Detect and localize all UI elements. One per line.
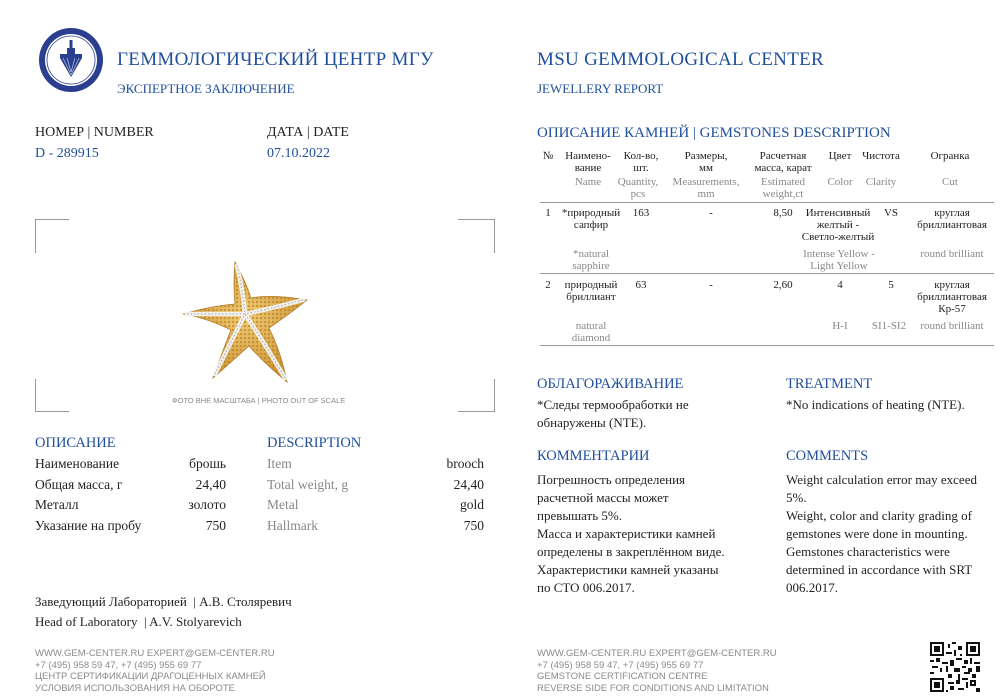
desc-ru-label: Металл (35, 497, 79, 512)
col-weight-ru: Расчетная масса, карат (754, 150, 812, 174)
photo-caption: ФОТО ВНЕ МАСШТАБА | PHOTO OUT OF SCALE (172, 396, 346, 405)
desc-en-label: Metal (267, 497, 299, 512)
desc-ru-value: 24,40 (195, 477, 226, 492)
treatment-text-en: *No indications of heating (NTE). (786, 397, 965, 412)
treatment-heading-ru: ОБЛАГОРАЖИВАНИЕ (537, 376, 684, 392)
number-label: НОМЕР | NUMBER (35, 125, 154, 140)
qr-code (930, 642, 980, 692)
desc-ru-label: Указание на пробу (35, 518, 142, 533)
treatment-heading-en: TREATMENT (786, 376, 873, 392)
col-cut-en: Cut (942, 176, 958, 188)
description-heading-en: DESCRIPTION (267, 435, 362, 451)
desc-ru-value: золото (188, 497, 226, 512)
desc-ru-value: 750 (205, 518, 226, 533)
comments-heading-ru: КОММЕНТАРИИ (537, 448, 650, 464)
comments-heading-en: COMMENTS (786, 448, 869, 464)
desc-en-label: Hallmark (267, 518, 318, 533)
desc-en-value: 750 (463, 518, 484, 533)
desc-ru-value: брошь (189, 456, 226, 471)
date-label: ДАТА | DATE (267, 125, 349, 140)
comments-text-ru: Погрешность определения расчетной массы может превышать 5%. Масса и характеристики камней определены в закреплённом виде. Характеристики камней указаны по СТО 006.2017. (537, 472, 725, 595)
desc-ru-label: Общая масса, г (35, 477, 123, 492)
col-no: № (542, 150, 554, 162)
desc-en-value: gold (459, 497, 484, 512)
col-qty-ru: Кол-во, шт. (623, 150, 659, 174)
desc-en-value: 24,40 (453, 477, 484, 492)
col-color-ru: Цвет (828, 150, 852, 162)
desc-en-label: Total weight, g (267, 477, 349, 492)
gemstones-heading: ОПИСАНИЕ КАМНЕЙ | GEMSTONES DESCRIPTION (537, 125, 891, 141)
footer-left: WWW.GEM-CENTER.RU EXPERT@GEM-CENTER.RU +7 (495) 958 59 47, +7 (495) 955 69 77 ЦЕНТР СЕРТИФИКАЦИИ ДРАГОЦЕННЫХ КАМНЕЙ УСЛОВИЯ ИСПОЛЬЗОВАНИЯ НА ОБОРОТЕ (35, 648, 275, 694)
treatment-text-ru: *Следы термообработки не обнаружены (NTE). (537, 397, 689, 430)
col-weight-en: Estimated weight,ct (761, 176, 805, 200)
signature-en: Head of Laboratory | A.V. Stolyarevich (35, 614, 242, 629)
comments-text-en: Weight calculation error may exceed 5%. Weight, color and clarity grading of gemstones were done in mounting. Gemstones characteristics were determined in accordance with SRT 006.2017. (786, 472, 977, 595)
header-subtitle-ru: ЭКСПЕРТНОЕ ЗАКЛЮЧЕНИЕ (117, 81, 295, 96)
header-subtitle-en: JEWELLERY REPORT (537, 81, 664, 96)
col-color-en: Color (827, 176, 853, 188)
desc-en-label: Item (267, 456, 292, 471)
col-clarity-en: Clarity (865, 176, 897, 188)
col-name-ru: Наимено- вание (565, 150, 611, 174)
col-clarity-ru: Чистота (862, 150, 900, 162)
starfish-brooch-image (180, 248, 315, 388)
col-cut-ru: Огранка (930, 150, 970, 162)
signature-ru: Заведующий Лабораторией | А.В. Столяревич (35, 594, 292, 609)
header-title-ru: ГЕММОЛОГИЧЕСКИЙ ЦЕНТР МГУ (117, 49, 434, 70)
col-size-en: Measurements, mm (672, 176, 740, 200)
col-size-ru: Размеры, мм (684, 150, 728, 174)
col-qty-en: Quantity, pcs (617, 176, 659, 200)
date-value: 07.10.2022 (267, 146, 330, 161)
header-title-en: MSU GEMMOLOGICAL CENTER (537, 49, 824, 70)
desc-ru-label: Наименование (35, 456, 120, 471)
desc-en-value: brooch (446, 456, 484, 471)
footer-right: WWW.GEM-CENTER.RU EXPERT@GEM-CENTER.RU +7 (495) 958 59 47, +7 (495) 955 69 77 GEMSTONE CERTIFICATION CENTRE REVERSE SIDE FOR CONDITIONS AND LIMITATION (537, 648, 777, 694)
description-heading-ru: ОПИСАНИЕ (35, 435, 116, 451)
number-value: D - 289915 (35, 146, 99, 161)
msu-logo-seal (38, 27, 104, 93)
col-name-en: Name (574, 176, 602, 188)
